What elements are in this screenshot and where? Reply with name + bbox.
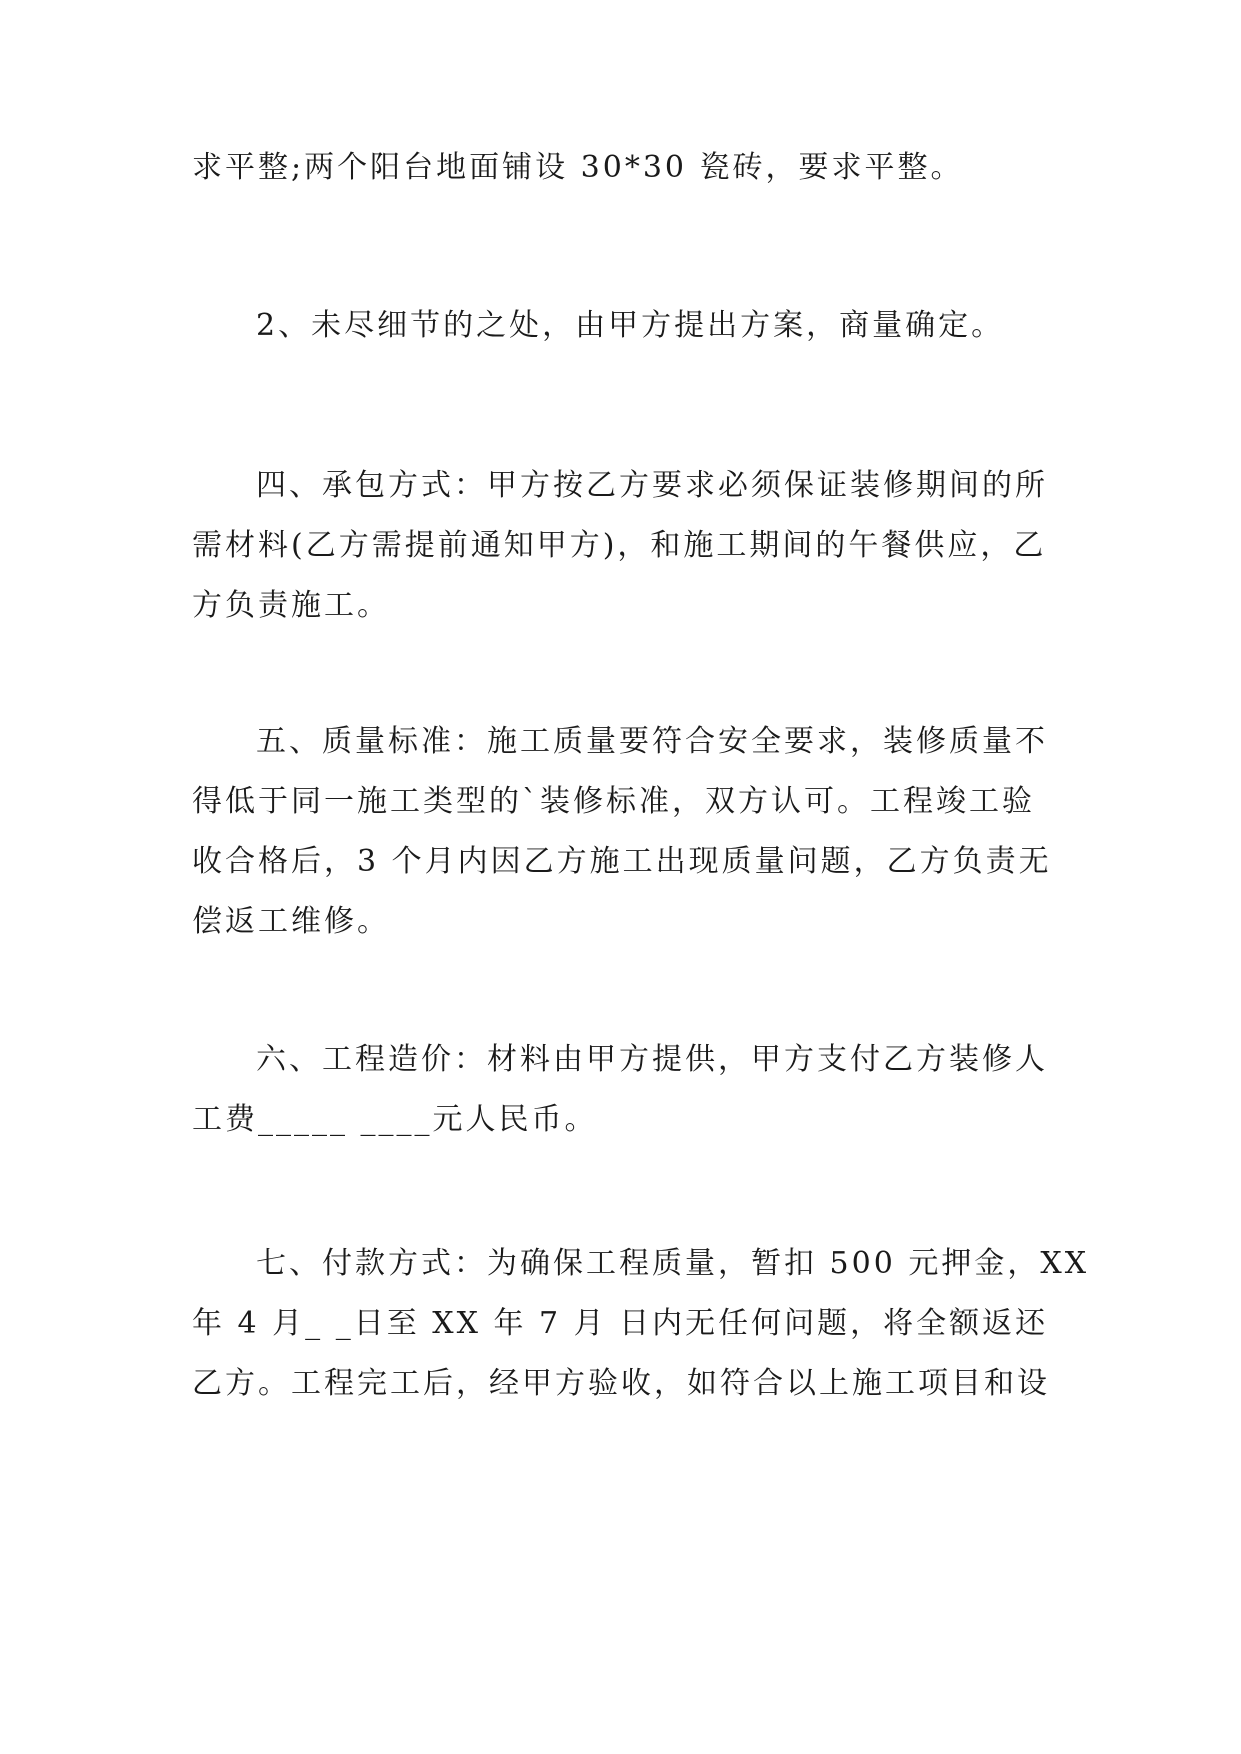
paragraph-quality-standard [192, 712, 1060, 952]
paragraph-clause-2 [192, 296, 1060, 356]
paragraph-contract-method [192, 456, 1060, 636]
text-line: 收合格后，3 个月内因乙方施工出现质量问题，乙方负责无 [192, 844, 1052, 879]
text-line: 乙方。工程完工后，经甲方验收，如符合以上施工项目和设 [192, 1366, 1050, 1401]
text-line: 年 4 月_ _日至 XX 年 7 月 日内无任何问题，将全额返还 [192, 1306, 1049, 1341]
text-line: 方负责施工。 [192, 588, 390, 623]
text-line: 六、工程造价：材料由甲方提供，甲方支付乙方装修人 [256, 1042, 1048, 1077]
text-line: 五、质量标准：施工质量要符合安全要求，装修质量不 [256, 724, 1048, 759]
paragraph-project-cost [192, 1030, 1060, 1150]
text-line: 偿返工维修。 [192, 904, 390, 939]
text-line: 2、未尽细节的之处，由甲方提出方案，商量确定。 [256, 308, 1005, 343]
text-line: 四、承包方式：甲方按乙方要求必须保证装修期间的所 [256, 468, 1048, 503]
text-line: 得低于同一施工类型的`装修标准，双方认可。工程竣工验 [192, 784, 1035, 819]
text-line: 七、付款方式：为确保工程质量，暂扣 500 元押金，XX [256, 1246, 1090, 1281]
text-line: 需材料(乙方需提前通知甲方)，和施工期间的午餐供应，乙 [192, 528, 1047, 563]
paragraph-tile-requirement [192, 138, 1060, 198]
paragraph-payment-method [192, 1234, 1090, 1414]
text-line: 工费_____ ____元人民币。 [192, 1102, 598, 1137]
text-line: 求平整;两个阳台地面铺设 30*30 瓷砖，要求平整。 [192, 150, 964, 185]
